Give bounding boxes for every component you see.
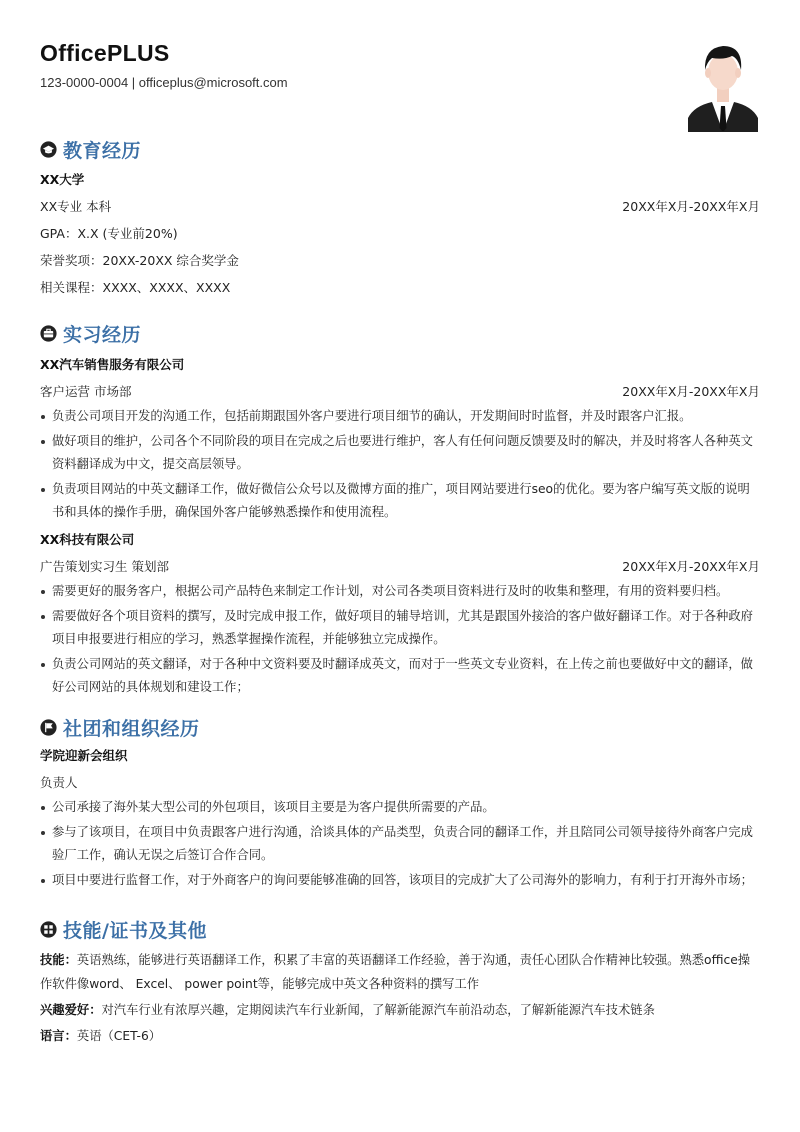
- contact-info: 123-0000-0004 | officeplus@microsoft.com: [40, 75, 288, 90]
- education-section: [40, 136, 760, 301]
- flag-icon: [40, 719, 57, 736]
- organization-role: 负责人: [40, 775, 78, 790]
- major: XX专业 本科: [40, 199, 112, 214]
- organization-name: 学院迎新会组织: [40, 748, 128, 763]
- list-item: 公司承接了海外某大型公司的外包项目，该项目主要是为客户提供所需要的产品。: [40, 796, 760, 819]
- gpa: GPA：X.X (专业前20%): [40, 226, 178, 241]
- job-period: 20XX年X月-20XX年X月: [622, 384, 760, 399]
- hobby-label: 兴趣爱好：: [40, 1003, 102, 1017]
- list-item: 做好项目的维护，公司各个不同阶段的项目在完成之后也要进行维护，客人有任何问题反馈要及时的解决，并及时将客人各种英文资料翻译成为中文，提交高层领导。: [40, 430, 760, 476]
- hobby-paragraph: [40, 998, 760, 1022]
- internship-section: [40, 320, 760, 701]
- candidate-name: OfficePLUS: [40, 40, 170, 66]
- job-period: 20XX年X月-20XX年X月: [622, 559, 760, 574]
- activities-header: [40, 714, 760, 740]
- list-item: 需要更好的服务客户，根据公司产品特色来制定工作计划，对公司各类项目资料进行及时的收集和整理，有用的资料要归档。: [40, 580, 760, 603]
- courses: 相关课程：XXXX、XXXX、XXXX: [40, 280, 231, 295]
- school-name: XX大学: [40, 172, 85, 187]
- list-item: 参与了该项目，在项目中负责跟客户进行沟通，洽谈具体的产品类型，负责合同的翻译工作，并且陪同公司领导接待外商客户完成验厂工作，确认无误之后签订合作合同。: [40, 821, 760, 867]
- section-title: 实习经历: [63, 323, 142, 346]
- job-role: 客户运营 市场部: [40, 384, 132, 399]
- education-header: [40, 136, 760, 162]
- section-title: 技能/证书及其他: [63, 919, 207, 942]
- grid-icon: [40, 921, 57, 938]
- graduation-cap-icon: [40, 141, 57, 158]
- skills-text: 英语熟练，能够进行英语翻译工作，积累了丰富的英语翻译工作经验，善于沟通，责任心团队合作精神比较强。熟悉office操作软件像word、 Excel、 power point等，能够完成中英文各种资料的撰写工作: [40, 953, 751, 991]
- internship-header: [40, 320, 760, 346]
- skills-header: [40, 916, 760, 942]
- job-row: [40, 553, 760, 580]
- briefcase-icon: [40, 325, 57, 342]
- job-row: [40, 378, 760, 405]
- language-text: 英语（CET-6）: [76, 1029, 162, 1043]
- list-item: 负责公司项目开发的沟通工作，包括前期跟国外客户要进行项目细节的确认，开发期间时时监督，并及时跟客户汇报。: [40, 405, 760, 428]
- skills-label: 技能：: [40, 953, 77, 967]
- section-title: 社团和组织经历: [63, 717, 200, 740]
- list-item: 负责项目网站的中英文翻译工作，做好微信公众号以及微博方面的推广，项目网站要进行seo的优化。要为客户编写英文版的说明书和具体的操作手册，确保国外客户能够熟悉操作和使用流程。: [40, 478, 760, 524]
- company-name: XX科技有限公司: [40, 532, 135, 547]
- language-paragraph: [40, 1024, 760, 1048]
- list-item: 项目中要进行监督工作，对于外商客户的询问要能够准确的回答，该项目的完成扩大了公司海外的影响力，有利于打开海外市场；: [40, 869, 760, 892]
- avatar-photo: [688, 40, 758, 132]
- section-title: 教育经历: [63, 139, 142, 162]
- activities-section: [40, 714, 760, 894]
- list-item: 需要做好各个项目资料的撰写，及时完成申报工作，做好项目的辅导培训，尤其是跟国外接洽的客户做好翻译工作。对于各种政府项目申报要进行相应的学习，熟悉掌握操作流程，并能够独立完成操作。: [40, 605, 760, 651]
- language-label: 语言：: [40, 1029, 77, 1043]
- company-name: XX汽车销售服务有限公司: [40, 357, 185, 372]
- education-row: [40, 193, 760, 220]
- hobby-text: 对汽车行业有浓厚兴趣，定期阅读汽车行业新闻，了解新能源汽车前沿动态，了解新能源汽车技术链条: [101, 1003, 655, 1017]
- honors: 荣誉奖项：20XX-20XX 综合奖学金: [40, 253, 239, 268]
- list-item: 负责公司网站的英文翻译，对于各种中文资料要及时翻译成英文，而对于一些英文专业资料，在上传之前也要做好中文的翻译，做好公司网站的具体规划和建设工作；: [40, 653, 760, 699]
- skills-paragraph: [40, 948, 760, 996]
- education-period: 20XX年X月-20XX年X月: [622, 199, 760, 214]
- skills-section: [40, 916, 760, 1050]
- job-role: 广告策划实习生 策划部: [40, 559, 169, 574]
